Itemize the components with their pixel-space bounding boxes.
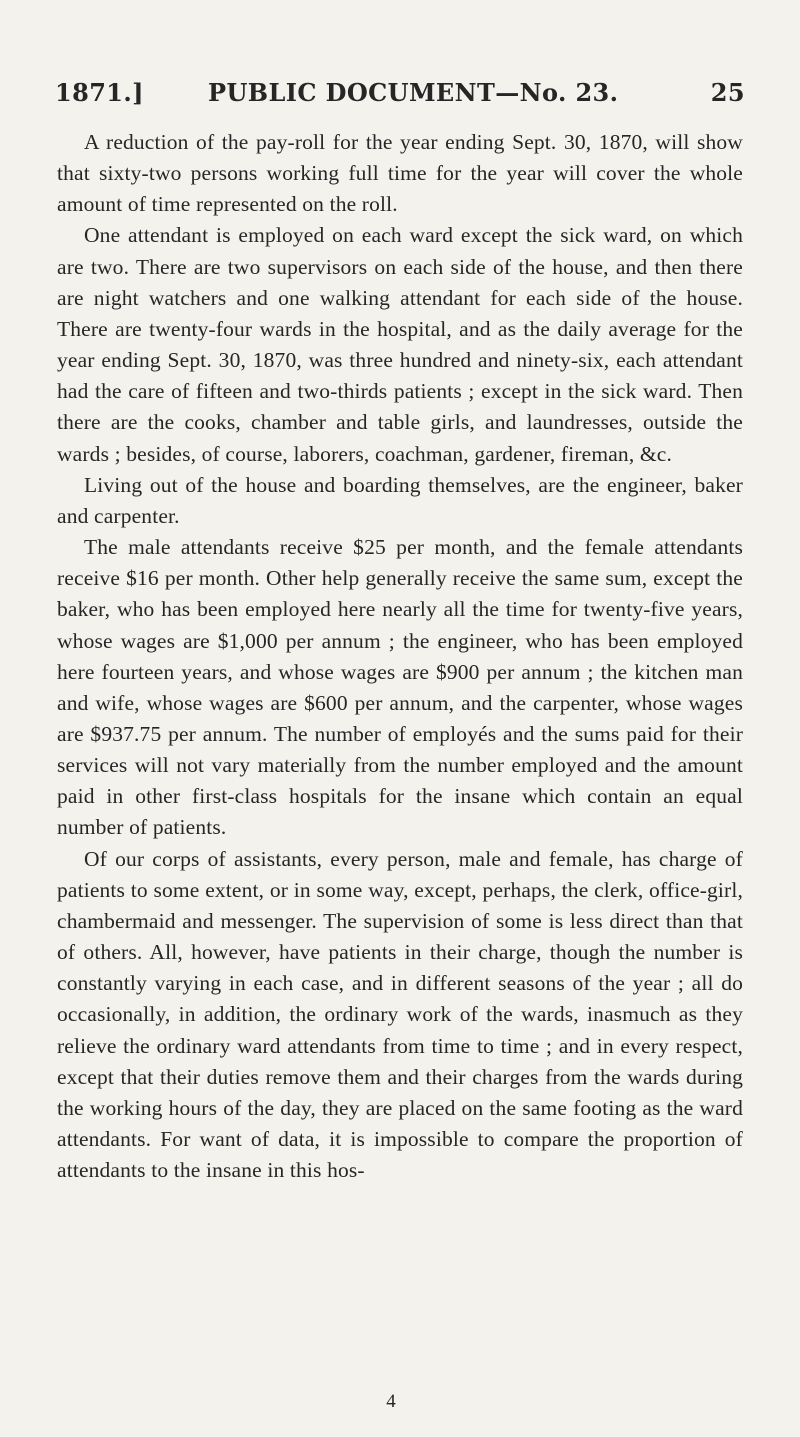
header-year: 1871.] xyxy=(55,78,144,107)
header-page-number: 25 xyxy=(710,78,745,107)
body-text xyxy=(57,127,743,1186)
paragraph-living-out: Living out of the house and boarding themselves, are the engineer, baker and carpenter. xyxy=(57,472,743,528)
paragraph-ward-attendants: One attendant is employed on each ward except the sick ward, on which are two. There are two supervisors on each side of the house, and then there are night watchers and one walking attendant for each side of the house. There are twenty-four wards in the hospital, and as the daily average for the year ending Sept. 30, 1870, was three hundred and ninety-six, each attendant had the care of fifteen and two-thirds patients ; except in the sick ward. Then there are the cooks, chamber and table girls, and laundresses, outside the wards ; besides, of course, laborers, coachman, gardener, fireman, &c. xyxy=(57,223,743,466)
paragraph-pay-roll: A reduction of the pay-roll for the year ending Sept. 30, 1870, will show that sixty-two persons working full time for the year will cover the whole amount of time represented on the roll. xyxy=(57,130,743,217)
running-header xyxy=(55,78,745,118)
header-title: PUBLIC DOCUMENT—No. 23. xyxy=(208,78,619,107)
page-footer xyxy=(0,1391,800,1413)
paragraph-wages: The male attendants receive $25 per month, and the female attendants receive $16 per month. Other help generally receive the same sum, except the baker, who has been employed here nearly all the time for twenty-five years, whose wages are $1,000 per annum ; the engineer, who has been employed here fourteen years, and whose wages are $900 per annum ; the kitchen man and wife, whose wages are $600 per annum, and the carpenter, whose wages are $937.75 per annum. The number of employés and the sums paid for their services will not vary materially from the number employed and the amount paid in other first-class hospitals for the insane which contain an equal number of patients. xyxy=(57,535,743,840)
paragraph-assistants: Of our corps of assistants, every person, male and female, has charge of patients to some extent, or in some way, except, perhaps, the clerk, office-girl, chambermaid and messenger. The supervision of some is less direct than that of others. All, however, have patients in their charge, though the number is constantly varying in each case, and in different seasons of the year ; all do occasionally, in addition, the ordinary work of the wards, inasmuch as they relieve the ordinary ward attendants from time to time ; and in every respect, except that their duties remove them and their charges from the wards during the working hours of the day, they are placed on the same footing as the ward attendants. For want of data, it is impossible to compare the proportion of attendants to the insane in this hos- xyxy=(57,846,743,1183)
signature-mark: 4 xyxy=(386,1391,396,1412)
